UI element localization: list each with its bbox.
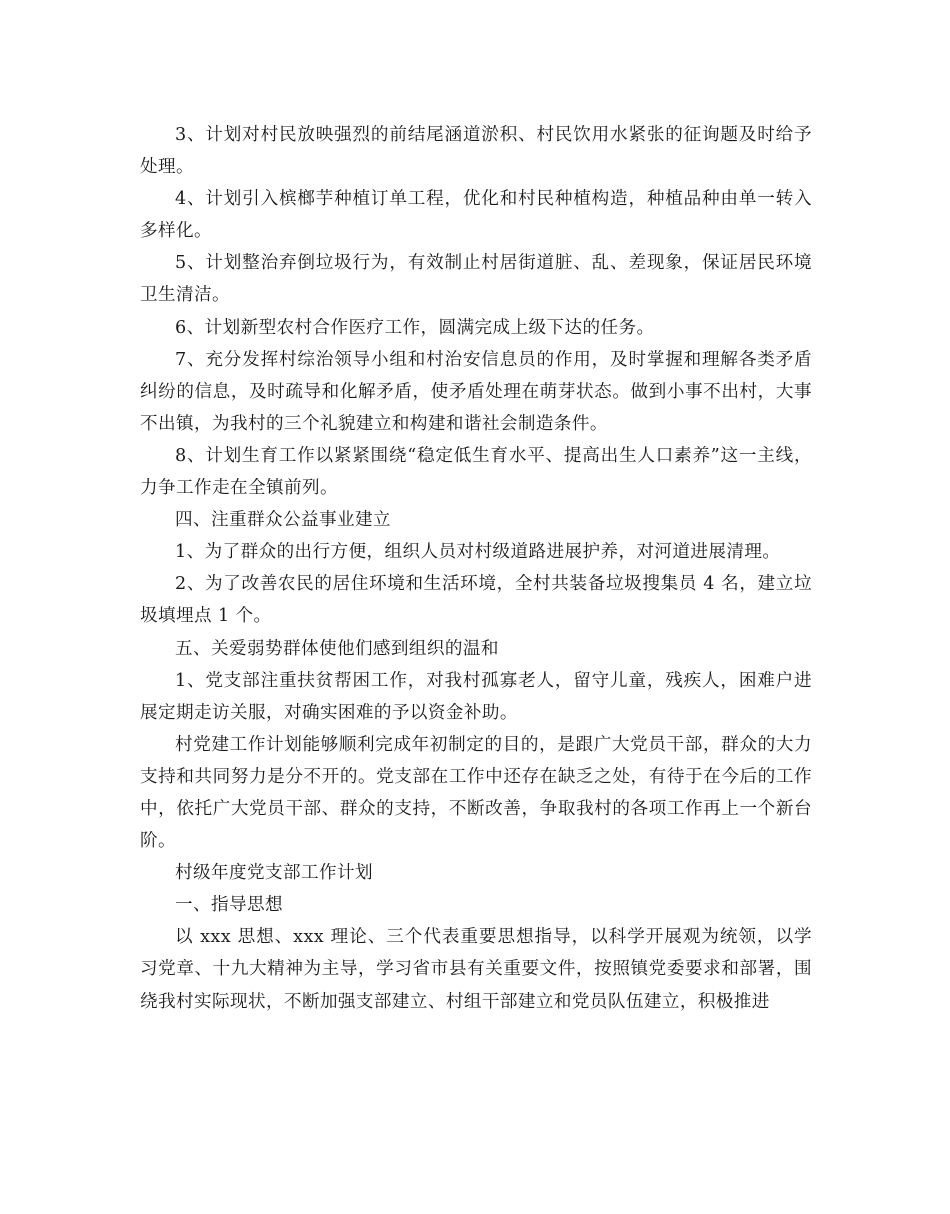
document-subtitle: 村级年度党支部工作计划 [175,863,373,884]
paragraph-road-maintenance: 1、为了群众的出行方便，组织人员对村级道路进展护养，对河道进展清理。 [175,542,781,563]
document-body [140,119,812,1018]
paragraph-guiding-thought: 以 xxx 思想、xxx 理论、三个代表重要思想指导，以科学开展观为统领，以学习党章、十九大精神为主导，学习省市县有关重要文件，按照镇党委要求和部署，围绕我村实际现状，不断加强支部建立、村组干部建立和党员队伍建立，积极推进 [140,927,812,1012]
paragraph-item-5: 5、计划整治弃倒垃圾行为，有效制止村居街道脏、乱、差现象，保证居民环境卫生清洁。 [140,253,812,306]
paragraph-summary: 村党建工作计划能够顺利完成年初制定的目的，是跟广大党员干部，群众的大力支持和共同努力是分不开的。党支部在工作中还存在缺乏之处，有待于在今后的工作中，依托广大党员干部、群众的支持，不断改善，争取我村的各项工作再上一个新台阶。 [140,734,812,852]
paragraph-item-8: 8、计划生育工作以紧紧围绕“稳定低生育水平、提高出生人口素养”这一主线，力争工作走在全镇前列。 [140,445,812,499]
paragraph-living-environment: 2、为了改善农民的居住环境和生活环境，全村共装备垃圾搜集员 4 名，建立垃圾填埋点 1 个。 [140,574,812,627]
section-heading-1: 一、指导思想 [175,895,283,916]
paragraph-item-4: 4、计划引入槟榔芋种植订单工程，优化和村民种植构造，种植品种由单一转入多样化。 [140,189,812,242]
section-heading-4: 四、注重群众公益事业建立 [175,510,391,531]
section-heading-5: 五、关爱弱势群体使他们感到组织的温和 [175,638,499,659]
paragraph-item-3: 3、计划对村民放映强烈的前结尾涵道淤积、村民饮用水紧张的征询题及时给予处理。 [140,125,812,178]
paragraph-item-6: 6、计划新型农村合作医疗工作，圆满完成上级下达的任务。 [175,317,655,338]
paragraph-item-7: 7、充分发挥村综治领导小组和村治安信息员的作用，及时掌握和理解各类矛盾纠纷的信息，及时疏导和化解矛盾，使矛盾处理在萌芽状态。做到小事不出村，大事不出镇，为我村的三个礼貌建立和构建和谐社会制造条件。 [140,349,812,434]
paragraph-poverty-relief: 1、党支部注重扶贫帮困工作，对我村孤寡老人，留守儿童，残疾人，困难户进展定期走访关服，对确实困难的予以资金补助。 [140,670,812,723]
